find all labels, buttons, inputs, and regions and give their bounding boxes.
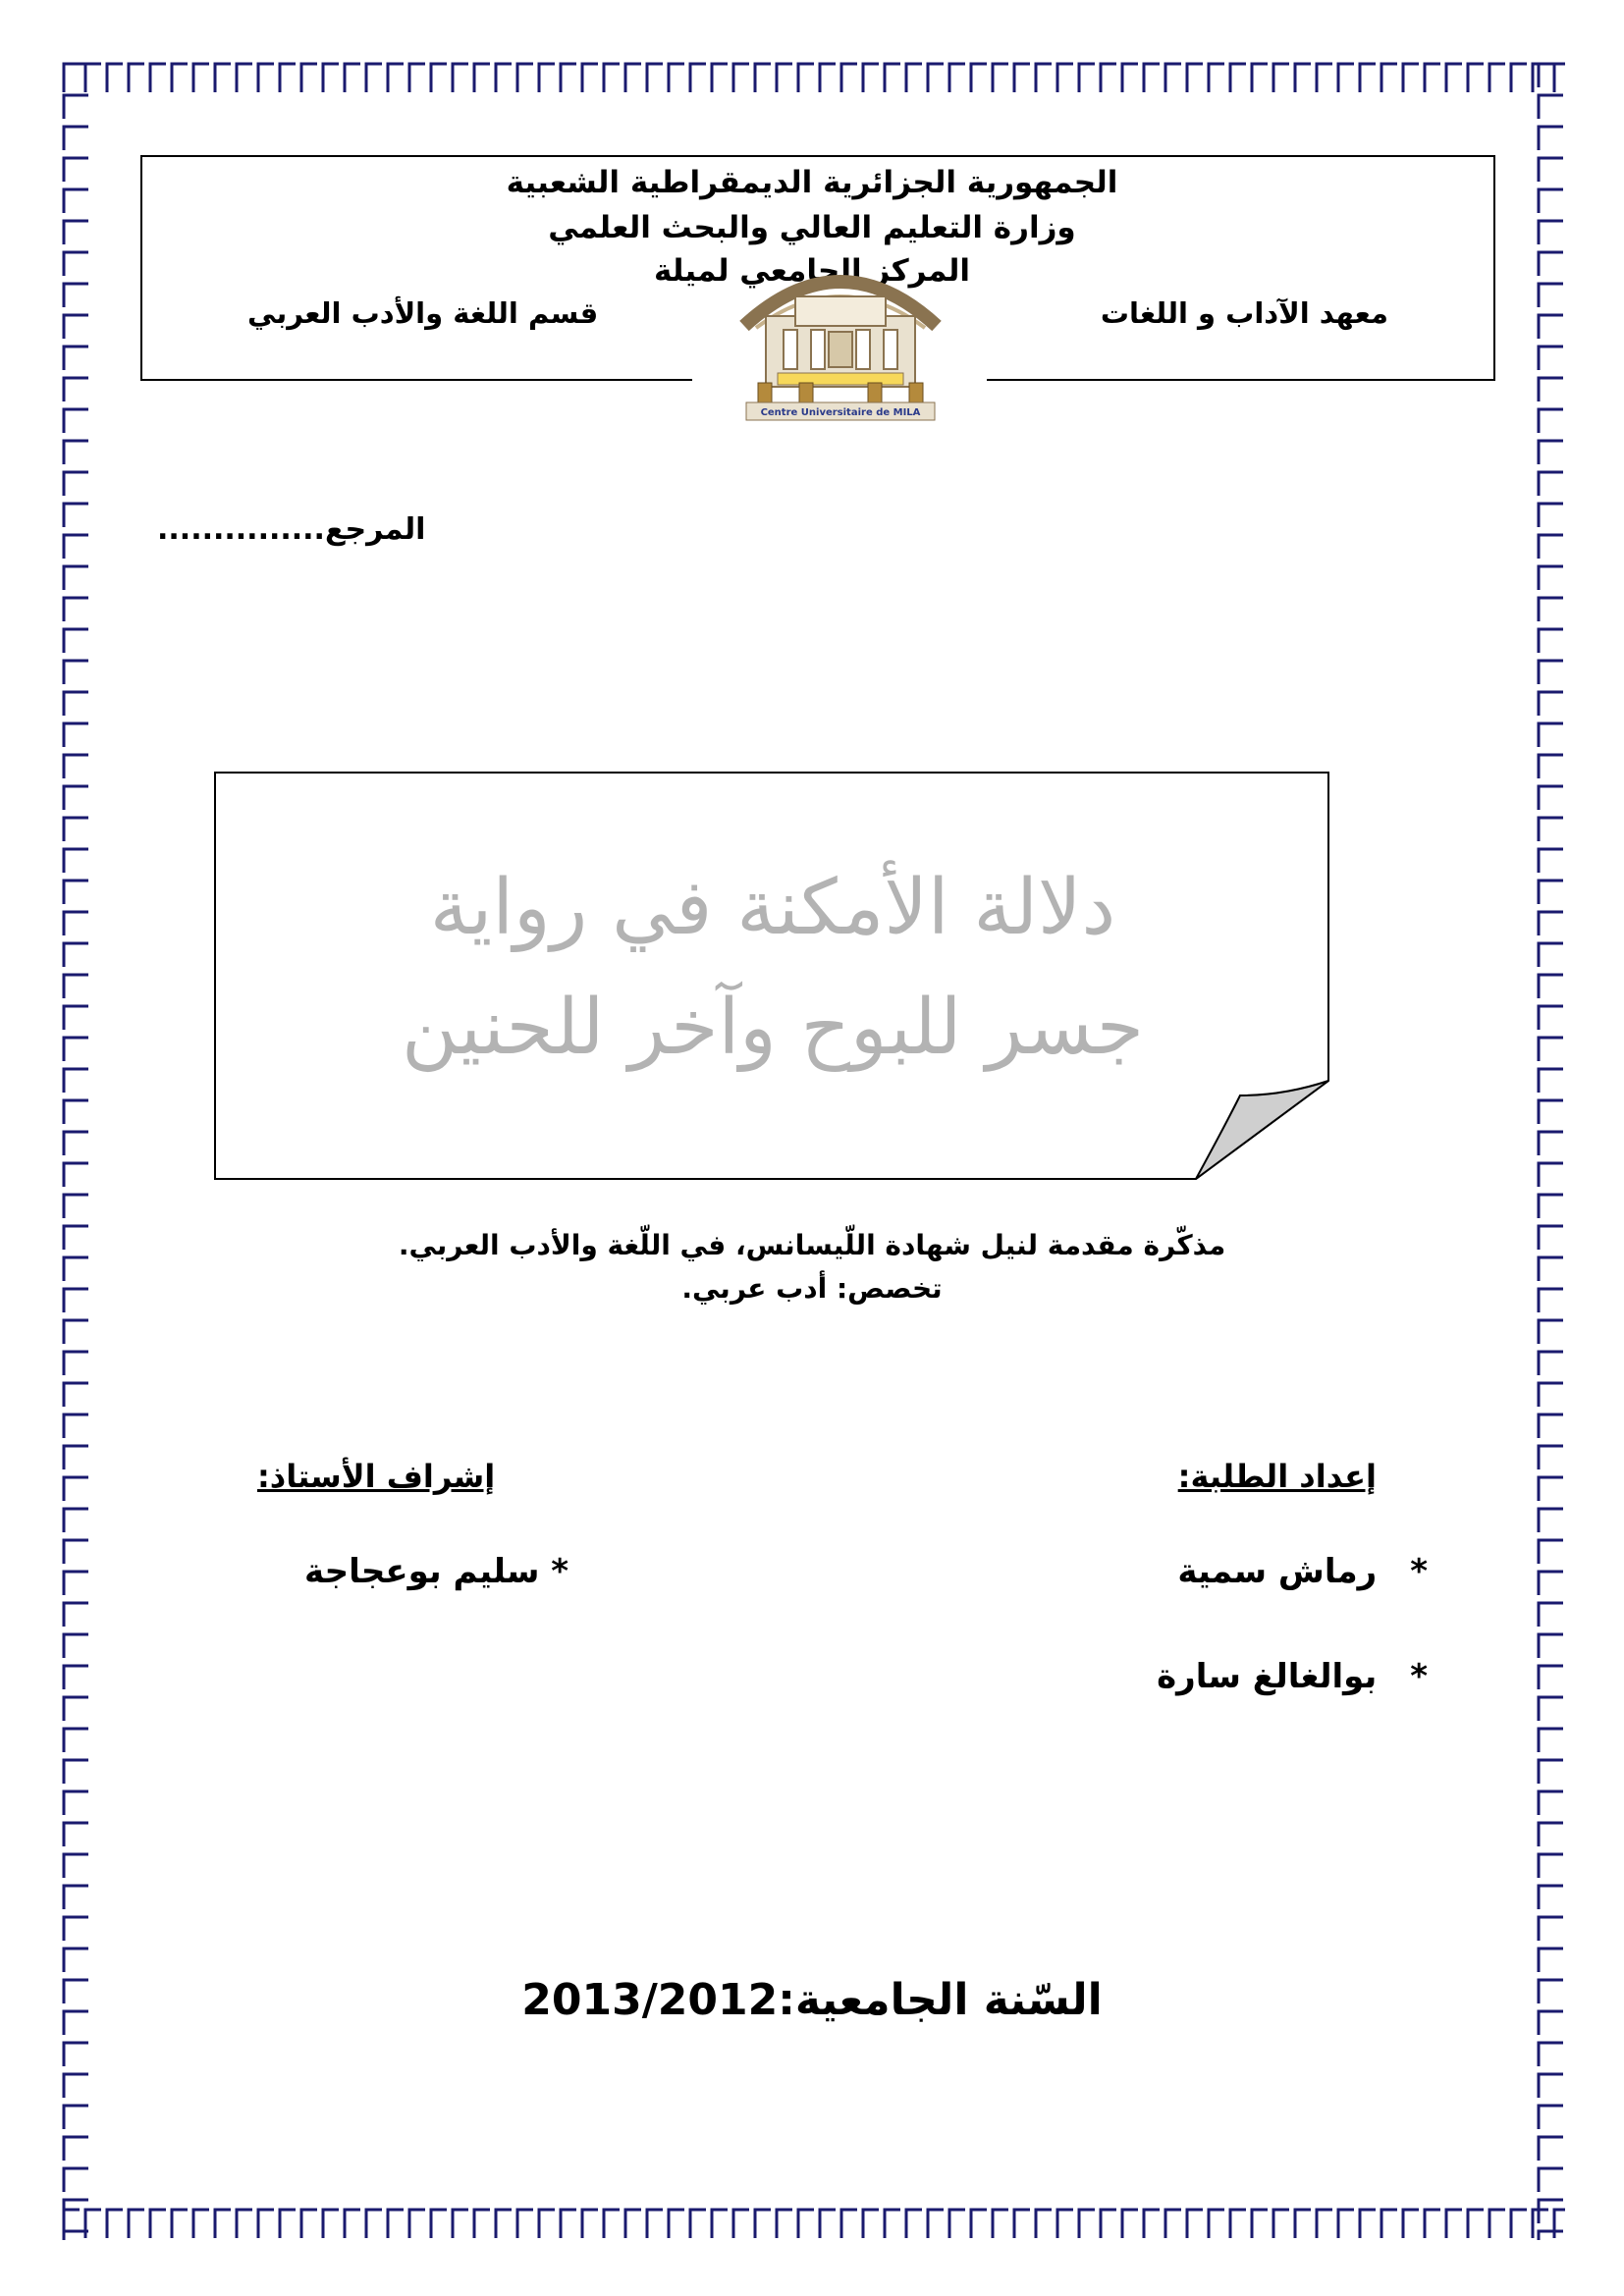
page-border-bottom bbox=[61, 2207, 1565, 2240]
supervisor-name: * سليم بوعجاجة bbox=[304, 1552, 569, 1591]
student-name-text: رماش سمية bbox=[1177, 1552, 1378, 1591]
logo-caption: Centre Universitaire de MILA bbox=[760, 407, 921, 418]
academic-year: السّنة الجامعية:2013/2012 bbox=[521, 1975, 1103, 2025]
memo-description: مذكّرة مقدمة لنيل شهادة اللّيسانس، في اللّغة والأدب العربي. bbox=[398, 1229, 1226, 1261]
page-border-left bbox=[61, 61, 90, 2240]
memo-specialty: تخصص: أدب عربي. bbox=[681, 1272, 943, 1305]
page-border-right bbox=[1536, 61, 1565, 2240]
student-name-text: بوالغالغ سارة bbox=[1157, 1657, 1378, 1696]
university-building-logo bbox=[727, 257, 954, 422]
header-ministry: وزارة التعليم العالي والبحث العلمي bbox=[548, 210, 1076, 245]
reference-label: المرجع bbox=[324, 512, 426, 547]
student-name bbox=[1177, 1552, 1428, 1591]
student-name bbox=[1157, 1657, 1428, 1696]
bullet: * bbox=[1410, 1657, 1428, 1696]
students-label: إعداد الطلبة: bbox=[1177, 1458, 1377, 1495]
header-institute: معهد الآداب و اللغات bbox=[1100, 296, 1388, 330]
supervisor-label: إشراف الأستاذ: bbox=[257, 1458, 496, 1495]
header-department: قسم اللغة والأدب العربي bbox=[247, 296, 599, 330]
header-republic: الجمهورية الجزائرية الديمقراطية الشعبية bbox=[506, 165, 1118, 200]
title-box bbox=[214, 772, 1331, 1181]
page-border-top bbox=[61, 61, 1565, 94]
header-university: المركز الجامعي لميلة bbox=[653, 253, 971, 289]
title-line-2: جسر للبوح وآخر للحنين bbox=[402, 984, 1144, 1072]
title-box-frame bbox=[214, 772, 1331, 1181]
bullet: * bbox=[1410, 1552, 1428, 1591]
university-logo-icon bbox=[727, 257, 954, 422]
reference-line bbox=[157, 512, 425, 547]
reference-dots: ............... bbox=[157, 512, 325, 547]
title-line-1: دلالة الأمكنة في رواية bbox=[429, 864, 1116, 952]
